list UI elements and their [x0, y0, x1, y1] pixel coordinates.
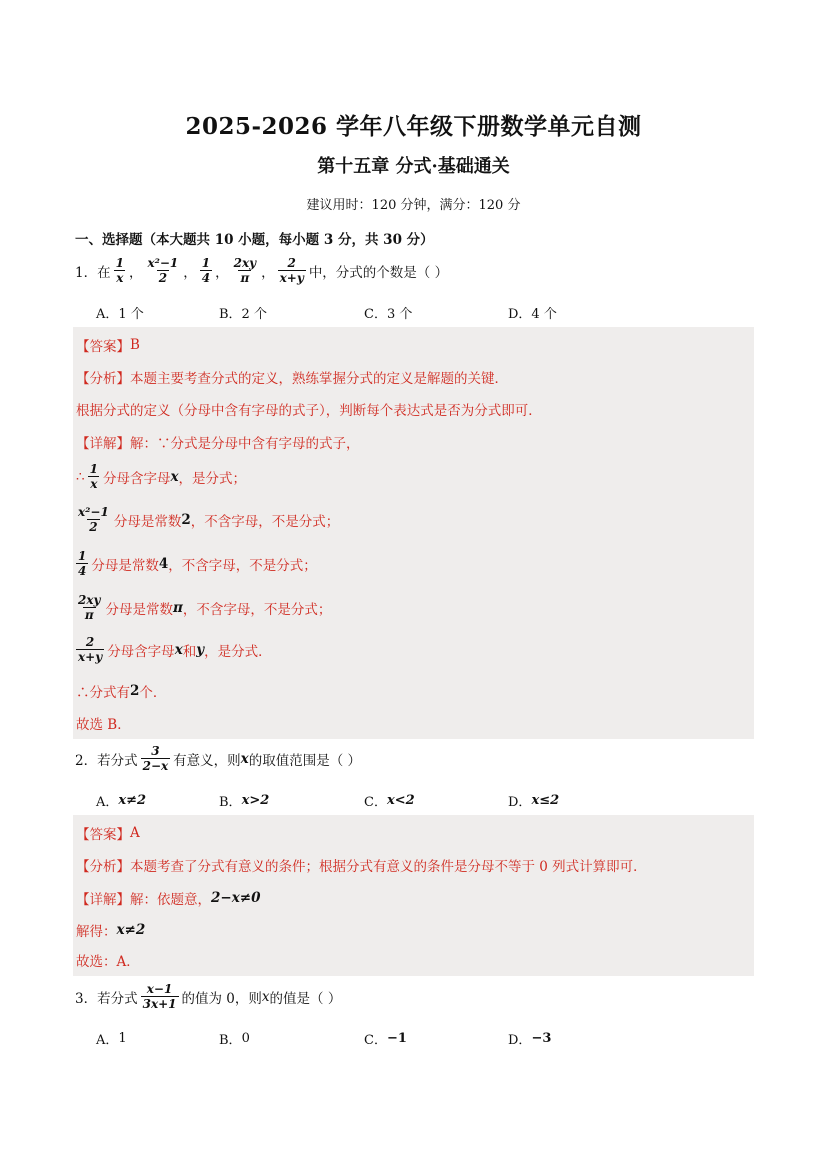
detail-expr: 2−x≠0	[211, 890, 261, 906]
analysis-text: 本题考查了分式有意义的条件；根据分式有意义的条件是分母不等于 0 列式计算即可．	[130, 859, 647, 875]
fraction	[145, 256, 180, 285]
section-heading: 一、选择题（本大题共 10 小题，每小题 3 分，共 30 分）	[75, 232, 434, 248]
fraction	[278, 256, 306, 285]
option-label: A．	[96, 795, 119, 810]
q1-conclusion	[76, 681, 166, 701]
option-expr: x≠2	[118, 793, 147, 808]
denominator: π	[84, 608, 94, 622]
q2-analysis-line	[76, 855, 647, 875]
answer-value: B	[130, 337, 140, 353]
q1-analysis-line	[76, 367, 508, 387]
q1-detail-line	[76, 432, 360, 452]
q1-step-2	[76, 505, 339, 534]
step-text-end: ，不含字母，不是分式；	[182, 601, 332, 618]
q1-option-b[interactable]: B．2 个	[219, 307, 267, 322]
step-text-end: ，是分式；	[178, 470, 247, 487]
option-expr: x≤2	[531, 793, 560, 808]
option-label: A．	[96, 1033, 119, 1048]
step-text: 分母含字母	[102, 470, 171, 487]
q2-prefix: 2．若分式	[75, 752, 138, 769]
count: 2	[130, 683, 140, 699]
q2-option-d[interactable]	[508, 791, 559, 810]
numerator: 2xy	[233, 256, 257, 270]
q3-option-b[interactable]	[219, 1029, 250, 1048]
step-text: 分母是常数	[105, 601, 173, 618]
numerator: 2	[85, 635, 95, 649]
q1-answer-line	[76, 335, 140, 355]
numerator: x²−1	[147, 256, 179, 270]
q3-suffix-b: 的值是（ ）	[269, 990, 342, 1007]
step-text-end: ，不含字母，不是分式；	[168, 557, 317, 574]
q1-prefix: 1．在	[75, 264, 111, 281]
variable: x	[170, 468, 179, 485]
analysis-tag: 【分析】	[76, 859, 130, 875]
q1-step-5	[76, 635, 272, 664]
q1-analysis-line-2: 根据分式的定义（分母中含有字母的式子），判断每个表达式是否为分式即可．	[76, 403, 542, 419]
fraction	[141, 744, 171, 773]
analysis-text: 本题主要考查分式的定义，熟练掌握分式的定义是解题的关键．	[130, 371, 508, 387]
option-expr: x<2	[386, 793, 415, 808]
fraction	[76, 505, 111, 534]
denominator: x	[90, 477, 98, 491]
variable: y	[196, 641, 205, 658]
numerator: 3	[151, 744, 160, 758]
fraction	[76, 593, 102, 622]
q1-option-a[interactable]: A．1 个	[96, 307, 144, 322]
numerator: x−1	[146, 982, 173, 996]
detail-tag: 【详解】	[76, 436, 130, 452]
denominator: π	[240, 271, 250, 285]
comma: ，	[261, 264, 275, 281]
detail-text: 解：依题意，	[130, 892, 211, 908]
q3-prefix: 3．若分式	[75, 990, 138, 1007]
fraction	[141, 982, 179, 1011]
numerator: 1	[89, 462, 98, 476]
q2-detail-line	[76, 888, 260, 908]
q3-option-c[interactable]	[364, 1029, 407, 1048]
fraction	[76, 635, 104, 664]
denominator: 2−x	[142, 759, 169, 773]
numerator: 1	[115, 256, 124, 270]
option-label: B．	[219, 795, 242, 810]
q2-solve-line	[76, 920, 145, 940]
q1-final-choice: 故选 B．	[76, 717, 131, 733]
numerator: x²−1	[78, 505, 109, 519]
answer-tag: 【答案】	[76, 339, 130, 355]
time-score-info: 建议用时：120 分钟，满分：120 分	[306, 198, 521, 213]
q1-step-3	[76, 549, 317, 578]
constant: 2	[181, 511, 191, 528]
q2-option-a[interactable]	[96, 791, 146, 810]
step-text: 分母是常数	[91, 557, 159, 574]
detail-tag: 【详解】	[76, 892, 130, 908]
comma: ，	[215, 264, 229, 281]
variable: x	[174, 641, 183, 658]
denominator: x+y	[279, 271, 304, 285]
q1-step-4	[76, 593, 331, 622]
step-text-end: ，不含字母，不是分式；	[190, 513, 340, 530]
detail-text: 解：∵分式是分母中含有字母的式子，	[130, 436, 360, 452]
fraction	[76, 549, 88, 578]
q3-suffix-a: 的值为 0，则	[181, 990, 262, 1007]
denominator: x+y	[78, 650, 103, 664]
q1-step-1	[76, 462, 246, 491]
comma: ，	[183, 264, 197, 281]
analysis-tag: 【分析】	[76, 371, 130, 387]
q3-option-d[interactable]	[508, 1029, 551, 1048]
fraction	[232, 256, 258, 285]
option-expr: −3	[531, 1031, 552, 1046]
option-label: C．	[364, 795, 387, 810]
variable: x	[261, 988, 270, 1005]
option-label: B．	[219, 1033, 242, 1048]
question-1-stem	[75, 256, 448, 285]
q2-solution-box	[73, 815, 754, 976]
denominator: 4	[78, 564, 87, 578]
q2-option-c[interactable]	[364, 791, 415, 810]
numerator: 2	[287, 256, 296, 270]
option-expr: 1	[118, 1031, 127, 1046]
therefore-symbol: ∴	[76, 468, 85, 485]
option-label: C．	[364, 1033, 387, 1048]
comma: ，	[128, 264, 143, 281]
answer-value: A	[130, 825, 140, 841]
denominator: 3x+1	[142, 997, 177, 1011]
constant: π	[172, 599, 183, 616]
variable: x	[240, 750, 249, 767]
constant: 4	[158, 555, 169, 572]
step-text-end: 个．	[139, 685, 167, 701]
denominator: 2	[89, 520, 98, 534]
conjunction: 和	[182, 643, 197, 660]
answer-tag: 【答案】	[76, 827, 130, 843]
chapter-subtitle: 第十五章 分式·基础通关	[317, 156, 510, 177]
q1-option-c[interactable]: C．3 个	[364, 307, 413, 322]
q1-option-d[interactable]: D．4 个	[508, 307, 557, 322]
denominator: 2	[158, 271, 168, 285]
q2-option-b[interactable]	[219, 791, 269, 810]
option-expr: x>2	[241, 793, 270, 808]
option-expr: 0	[241, 1031, 250, 1046]
q3-option-a[interactable]	[96, 1029, 127, 1048]
step-text: 分母是常数	[113, 513, 182, 530]
step-text: 分母含字母	[107, 643, 175, 660]
numerator: 1	[78, 549, 87, 563]
q2-suffix: 的取值范围是（ ）	[248, 752, 362, 769]
fraction	[88, 462, 100, 491]
denominator: 4	[201, 271, 211, 285]
step-text-end: ，是分式．	[204, 643, 272, 660]
option-expr: −1	[386, 1031, 407, 1046]
option-label: D．	[508, 795, 532, 810]
q2-final-choice: 故选：A．	[76, 954, 140, 970]
q2-answer-line	[76, 823, 140, 843]
numerator: 1	[201, 256, 211, 270]
question-3-stem	[75, 982, 341, 1011]
numerator: 2xy	[78, 593, 101, 607]
step-text: ∴分式有	[76, 685, 130, 701]
document-title: 2025-2026 学年八年级下册数学单元自测	[185, 113, 642, 140]
q1-suffix: 中，分式的个数是（ ）	[308, 264, 449, 281]
q2-middle: 有意义，则	[173, 752, 241, 769]
q1-solution-box	[73, 327, 754, 739]
option-label: D．	[508, 1033, 532, 1048]
solve-label: 解得：	[76, 924, 117, 940]
fraction	[114, 256, 126, 285]
solve-expr: x≠2	[116, 922, 146, 938]
fraction	[200, 256, 212, 285]
question-2-stem	[75, 744, 361, 773]
denominator: x	[116, 271, 124, 285]
